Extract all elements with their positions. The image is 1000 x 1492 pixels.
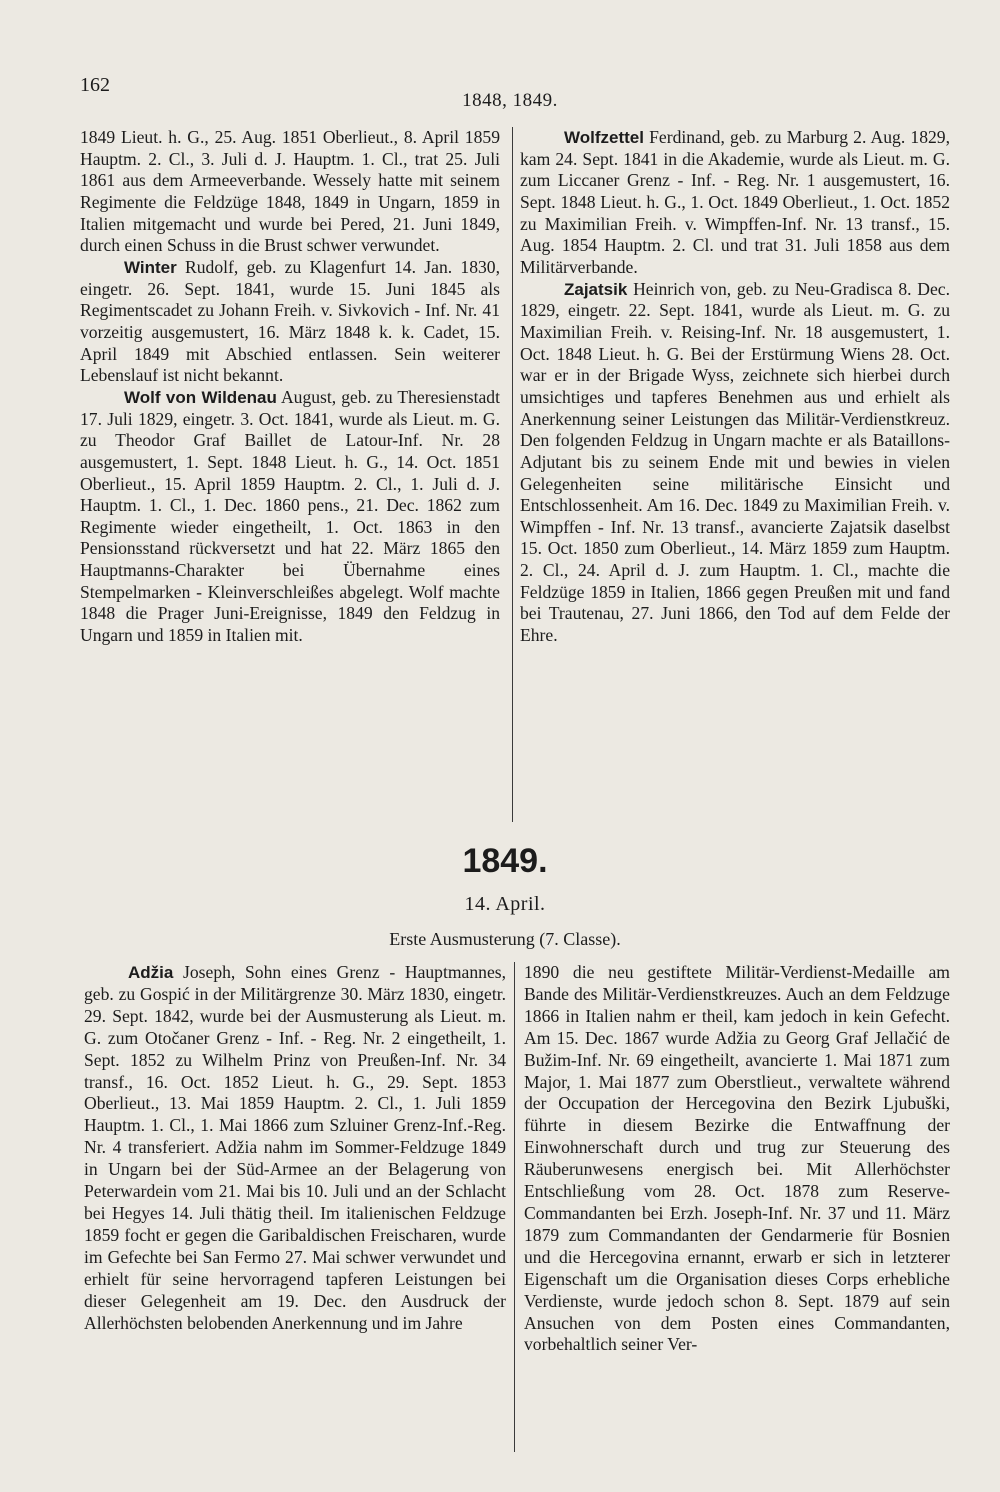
running-title: 1848, 1849. xyxy=(462,90,558,111)
section-date-heading: 14. April. xyxy=(464,893,546,915)
bottom-right-column xyxy=(524,962,950,1356)
bottom-left-column xyxy=(84,962,506,1334)
entry-text: Ferdinand, geb. zu Marburg 2. Aug. 1829, kam 24. Sept. 1841 in die Akademie, wurde als Lieut. m. G. zum Liccaner Grenz - Inf. - Reg. Nr. 1 ausgemustert, 16. Sept. 1848 Lieut. h. G., 1. Oct. 1849 Oberlieut., 1. Oct. 1852 zu Maximilian Freih. v. Wimpffen-Inf. Nr. 13 transf., 15. Aug. 1854 Hauptm. 2. Cl. und trat 31. Juli 1858 aus dem Militärverbande. xyxy=(520,127,950,277)
entry-name: Wolf von Wildenau xyxy=(124,387,277,407)
entry-winter xyxy=(80,257,500,387)
entry-text: Rudolf, geb. zu Klagenfurt 14. Jan. 1830, eingetr. 26. Sept. 1841, wurde 15. Juni 1845 als Regimentscadet zu Johann Freih. v. Sivkovich - Inf. Nr. 41 vorzeitig ausgemustert, 16. März 1848 k. k. Cadet, 15. April 1849 mit Abschied entlassen. Sein weiterer Lebenslauf ist nicht bekannt. xyxy=(80,256,500,386)
top-left-column xyxy=(80,127,500,647)
column-divider xyxy=(512,127,513,822)
section-class-heading: Erste Ausmusterung (7. Classe). xyxy=(389,929,621,949)
paragraph-adzia-continuation: 1890 die neu gestiftete Militär-Verdienst-Medaille am Bande des Militär-Verdienstkreuzes. Auch an dem Feldzuge 1866 in Italien nahm er theil, kam jedoch in kein Gefecht. Am 15. Dec. 1867 wurde Adžia zu Georg Graf Jellačić de Bužim-Inf. Nr. 69 eingetheilt, avancierte 1. Mai 1871 zum Major, 1. Mai 1877 zum Oberstlieut., verwaltete während der Occupation der Hercegovina den Bezirk Ljubuški, führte in diesem Bezirke die Entwaffnung der Einwohnerschaft durch und trug zur Steuerung des Räuberunwesens energisch bei. Mit Allerhöchster Entschließung vom 28. Oct. 1878 zum Reserve-Commandanten bei Erzh. Joseph-Inf. Nr. 37 und 11. März 1879 zum Commandanten der Gendarmerie für Bosnien und die Hercegovina ernannt, erwarb er sich in letzterer Eigenschaft um die Organisation dieses Corps erhebliche Verdienste, wurde jedoch schon 8. Sept. 1879 auf sein Ansuchen von dem Posten eines Commandanten, vorbehaltlich seiner Ver- xyxy=(524,962,950,1355)
entry-name: Adžia xyxy=(128,963,174,982)
page-number: 162 xyxy=(80,74,110,96)
entry-zajatsik xyxy=(520,279,950,647)
entry-text: Heinrich von, geb. zu Neu-Gradisca 8. Dec. 1829, eingetr. 22. Sept. 1841, wurde als Lieut. m. G. zu Maximilian Freih. v. Reising-Inf. Nr. 18 ausgemustert, 1. Oct. 1848 Lieut. h. G. Bei der Erstürmung Wiens 28. Oct. war er in der Brigade Wyss, zeichnete sich hierbei durch umsichtiges und tapferes Benehmen aus und erhielt als Anerkennung seiner Leistungen das Militär-Verdienstkreuz. Den folgenden Feldzug in Ungarn machte er als Bataillons-Adjutant bis zu seinem Ende mit und bewies in vielen Gelegenheiten seine militärische Einsicht und Entschlossenheit. Am 16. Dec. 1849 zu Maximilian Freih. v. Wimpffen - Inf. Nr. 13 transf., avancierte Zajatsik daselbst 15. Oct. 1850 zum Oberlieut., 14. März 1859 zum Hauptm. 2. Cl., 24. April d. J. zum Hauptm. 1. Cl., machte die Feldzüge 1859 in Italien, 1866 gegen Preußen mit und fand bei Trautenau, 27. Juni 1866, den Tod auf dem Felde der Ehre. xyxy=(520,278,950,646)
column-divider xyxy=(514,962,515,1452)
entry-name: Winter xyxy=(124,257,177,277)
entry-name: Wolfzettel xyxy=(564,128,644,147)
section-year-heading: 1849. xyxy=(462,842,548,880)
top-right-column xyxy=(520,127,950,647)
entry-name: Zajatsik xyxy=(564,279,628,299)
entry-text: August, geb. zu Theresienstadt 17. Juli 1829, eingetr. 3. Oct. 1841, wurde als Lieut. m. G. zu Theodor Graf Baillet de Latour-Inf. Nr. 28 ausgemustert, 1. Sept. 1848 Lieut. h. G., 14. Oct. 1851 Oberlieut., 15. April 1859 Hauptm. 2. Cl., 1. Juli d. J. Hauptm. 1. Cl., 1. Dec. 1860 pens., 21. Dec. 1862 zum Regimente wieder eingetheilt, 1. Oct. 1863 in den Pensionsstand rückversetzt und hat 22. März 1865 den Hauptmanns-Charakter bei Übernahme eines Stempelmarken - Kleinverschleißes abgelegt. Wolf machte 1848 die Prager Juni-Ereignisse, 1849 den Feldzug in Ungarn und 1859 in Italien mit. xyxy=(80,386,500,646)
entry-wolfzettel xyxy=(520,127,950,279)
paragraph-wessely-continuation: 1849 Lieut. h. G., 25. Aug. 1851 Oberlieut., 8. April 1859 Hauptm. 2. Cl., 3. Juli d. J. Hauptm. 1. Cl., trat 25. Juli 1861 aus dem Armeeverbande. Wessely hatte mit seinem Regimente die Feldzüge 1848, 1849 in Ungarn, 1859 in Italien mitgemacht und wurde bei Pered, 21. Juni 1849, durch einen Schuss in die Brust schwer verwundet. xyxy=(80,127,500,256)
entry-adzia xyxy=(84,962,506,1334)
entry-text: Joseph, Sohn eines Grenz - Hauptmannes, geb. zu Gospić in der Militärgrenze 30. März 1830, eingetr. 29. Sept. 1842, wurde bei der Ausmusterung als Lieut. m. G. zum Otočaner Grenz - Inf. - Reg. Nr. 2 eingetheilt, 1. Sept. 1852 zu Wilhelm Prinz von Preußen-Inf. Nr. 34 transf., 16. Oct. 1852 Lieut. h. G., 29. Sept. 1853 Oberlieut., 13. Mai 1859 Hauptm. 2. Cl., 1. Juli 1859 Hauptm. 1. Cl., 1. Mai 1866 zum Szluiner Grenz-Inf.-Reg. Nr. 4 transferiert. Adžia nahm im Sommer-Feldzuge 1849 in Ungarn bei der Süd-Armee an der Belagerung von Peterwardein vom 21. Mai bis 10. Juli und an der Schlacht bei Hegyes 14. Juli thätig theil. Im italienischen Feldzuge 1859 focht er gegen die Garibaldischen Freischaren, wurde im Gefechte bei San Fermo 27. Mai schwer verwundet und erhielt für seine hervorragend tapferen Leistungen bei dieser Gelegenheit am 19. Dec. den Ausdruck der Allerhöchsten belobenden Anerkennung und im Jahre xyxy=(84,962,506,1333)
entry-wolf-von-wildenau xyxy=(80,387,500,647)
